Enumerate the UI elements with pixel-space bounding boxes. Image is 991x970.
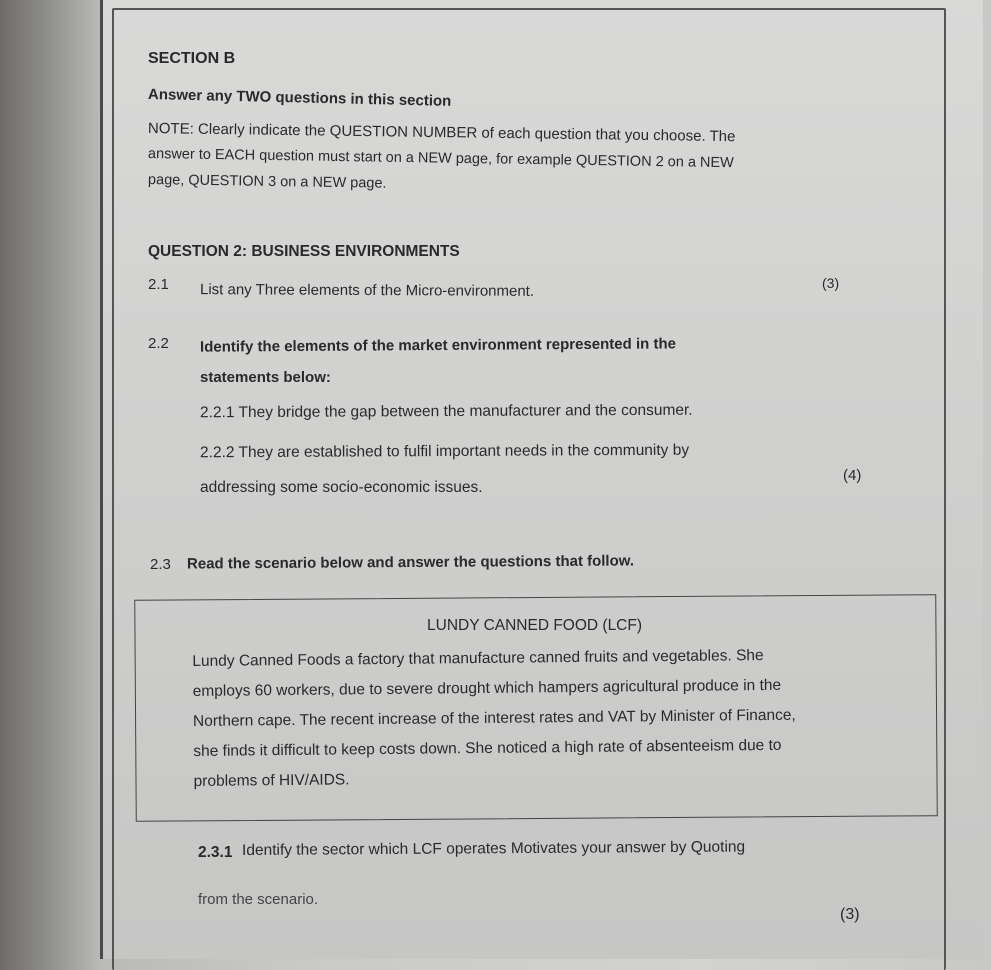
question-title: QUESTION 2: BUSINESS ENVIRONMENTS [148,243,460,260]
note-line-3: page, QUESTION 3 on a NEW page. [147,172,387,192]
q231-text-1: Identify the sector which LCF operates Motivates your answer by Quoting [241,838,746,859]
q22-marks: (4) [843,467,862,484]
section-title: SECTION B [148,50,236,67]
scenario-line: problems of HIV/AIDS. [193,771,350,790]
q22-text-2: statements below: [200,369,331,386]
q221-text: 2.2.1 They bridge the gap between the manufacturer and the consumer. [199,401,693,422]
q231-marks: (3) [840,906,860,923]
q23-number: 2.3 [150,556,171,573]
q222-text-2: addressing some socio-economic issues. [200,479,483,496]
q21-number: 2.1 [148,276,169,293]
q21-text: List any Three elements of the Micro-environment. [199,281,535,300]
q22-number: 2.2 [148,335,169,352]
scenario-title: LUNDY CANNED FOOD (LCF) [427,617,643,634]
scenario-line: she finds it difficult to keep costs down. She noticed a high rate of absenteeism due to [193,736,782,760]
q22-text-1: Identify the elements of the market environment represented in the [199,335,677,356]
instruction: Answer any TWO questions in this section [147,86,452,110]
scenario-line: Northern cape. The recent increase of the interest rates and VAT by Minister of Finance, [192,706,796,730]
scenario-line: employs 60 workers, due to severe drought which hampers agricultural produce in the [192,676,782,701]
scenario-text [192,639,914,797]
q23-text: Read the scenario below and answer the questions that follow. [186,552,635,573]
q222-text-1: 2.2.2 They are established to fulfil important needs in the community by [199,441,690,462]
q21-marks: (3) [822,275,840,291]
note-line-1: NOTE: Clearly indicate the QUESTION NUMBER of each question that you choose. The [147,120,736,146]
scenario-line: Lundy Canned Foods a factory that manufacture canned fruits and vegetables. She [192,647,764,671]
q231-text-2: from the scenario. [198,891,319,908]
q231-number: 2.3.1 [198,844,233,861]
note-line-2: answer to EACH question must start on a NEW page, for example QUESTION 2 on a NEW [147,146,734,172]
